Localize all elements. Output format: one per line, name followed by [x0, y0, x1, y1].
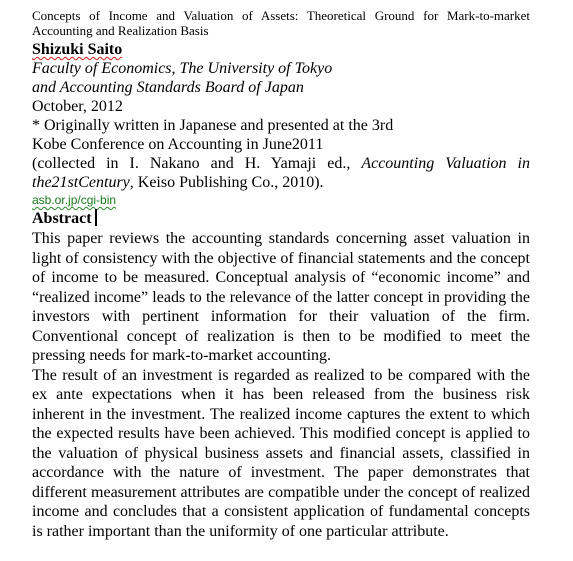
- collected-line-2: [32, 173, 530, 192]
- collected-line: [32, 154, 530, 173]
- source-link[interactable]: [32, 193, 530, 207]
- abstract-paragraph-2: The result of an investment is regarded as realized to be compared with the ex ante expectations when it has been released from the business risk inherent in the investment. The realized income captures the extent to which the expected results have been achieved. This modified concept is applied to the valuation of physical business assets and financial assets, classified in accordance with the nature of investment. The paper demonstrates that different measurement attributes are compatible under the concept of realized income and concludes that a consistent application of fundamental concepts is rather important than the uniformity of one particular attribute.: [32, 366, 530, 540]
- text-cursor: [95, 209, 97, 226]
- document-page: [32, 8, 530, 541]
- affiliation-line-2: and Accounting Standards Board of Japan: [32, 79, 304, 96]
- note-line-2: Kobe Conference on Accounting in June2011: [32, 136, 324, 153]
- note-line-1: * Originally written in Japanese and presented at the 3rd: [32, 117, 394, 134]
- abstract-heading-text: Abstract: [32, 210, 92, 227]
- abstract-heading: [32, 209, 530, 229]
- abstract-paragraph-1: This paper reviews the accounting standards concerning asset valuation in light of consistency with the objective of financial statements and the concept of income to be measured. Conceptual analysis of “economic income” and “realized income” leads to the relevance of the latter concept in providing the investors with pertinent information for their valuation of the firm. Conventional concept of realization is then to be modified to meet the pressing needs for mark-to-market accounting.: [32, 230, 530, 364]
- collected-italic-2: the21stCentury: [32, 174, 130, 191]
- affiliation-line-1: Faculty of Economics, The University of Tokyo: [32, 60, 333, 77]
- author-name: [32, 40, 530, 59]
- collected-prefix: (collected in I. Nakano and H. Yamaji ed.,: [32, 155, 362, 172]
- collected-italic-1: Accounting Valuation in: [361, 155, 530, 172]
- collected-suffix: , Keiso Publishing Co., 2010).: [129, 174, 324, 191]
- author-name-text: Shizuki Saito: [32, 41, 123, 58]
- source-link-text[interactable]: asb.or.jp/cgi-bin: [32, 193, 117, 207]
- document-date: October, 2012: [32, 98, 123, 115]
- document-title: Concepts of Income and Valuation of Assets: Theoretical Ground for Mark-to-market Accounting and Realization Basis: [32, 8, 530, 38]
